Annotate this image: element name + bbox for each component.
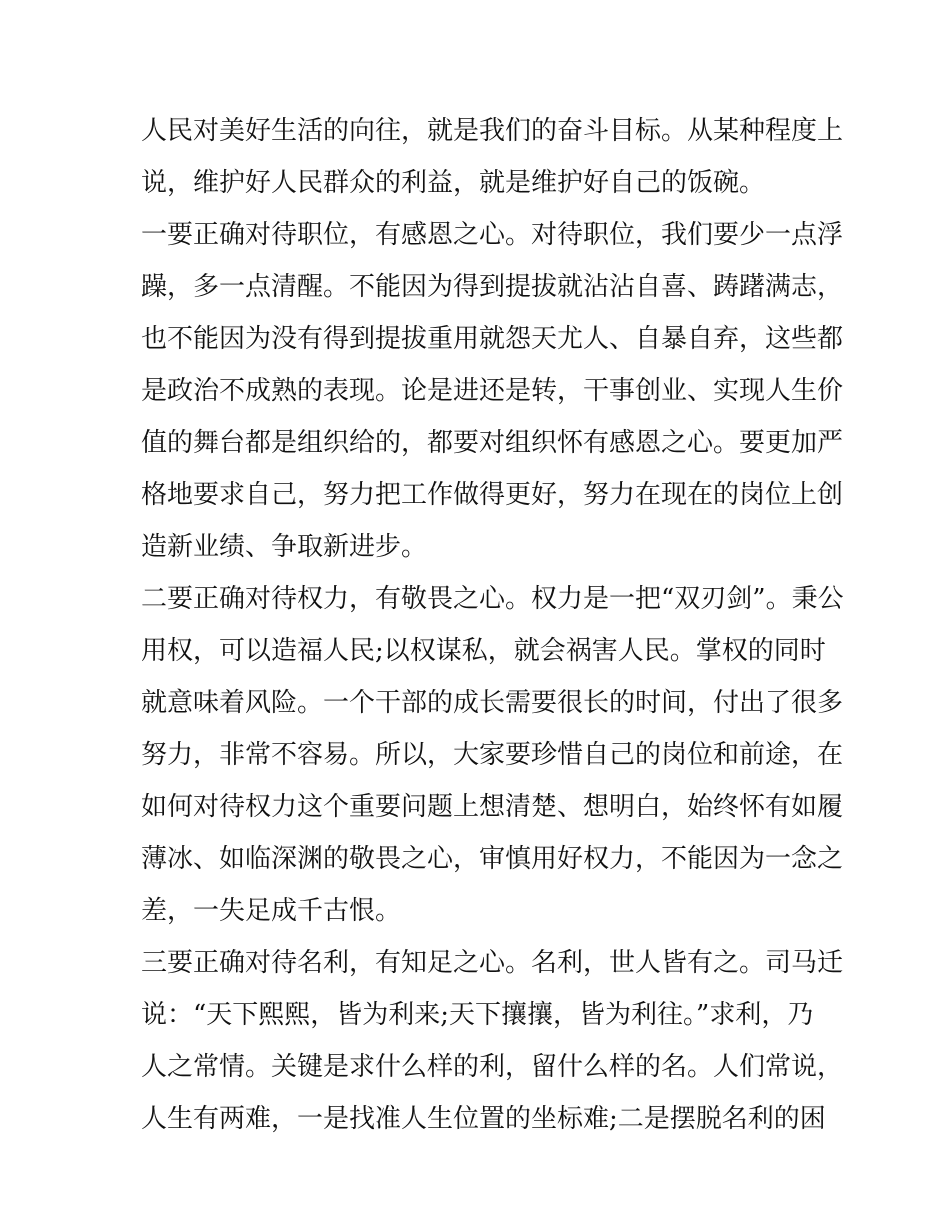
document-body xyxy=(141,105,844,1145)
text-line: 就意味着风险。一个干部的成长需要很长的时间，付出了很多 xyxy=(141,688,844,718)
text-line: 一要正确对待职位，有感恩之心。对待职位，我们要少一点浮 xyxy=(141,220,844,250)
text-line: 说，维护好人民群众的利益，就是维护好自己的饭碗。 xyxy=(141,168,766,198)
text-line: 人生有两难，一是找准人生位置的坐标难;二是摆脱名利的困 xyxy=(141,1104,826,1134)
text-line: 如何对待权力这个重要问题上想清楚、想明白，始终怀有如履 xyxy=(141,792,844,822)
text-line: 人之常情。关键是求什么样的利，留什么样的名。人们常说， xyxy=(141,1052,844,1082)
text-line: 薄冰、如临深渊的敬畏之心，审慎用好权力，不能因为一念之 xyxy=(141,844,844,874)
text-line: 格地要求自己，努力把工作做得更好，努力在现在的岗位上创 xyxy=(141,480,844,510)
text-line: 三要正确对待名利，有知足之心。名利，世人皆有之。司马迁 xyxy=(141,948,844,978)
text-line: 用权，可以造福人民;以权谋私，就会祸害人民。掌权的同时 xyxy=(141,636,826,666)
text-line: 值的舞台都是组织给的，都要对组织怀有感恩之心。要更加严 xyxy=(141,428,844,458)
text-line: 也不能因为没有得到提拔重用就怨天尤人、自暴自弃，这些都 xyxy=(141,324,844,354)
text-line: 人民对美好生活的向往，就是我们的奋斗目标。从某种程度上 xyxy=(141,116,844,146)
text-line: 躁，多一点清醒。不能因为得到提拔就沾沾自喜、踌躇满志， xyxy=(141,272,844,302)
text-line: 是政治不成熟的表现。论是进还是转，干事创业、实现人生价 xyxy=(141,376,844,406)
text-line: 说：“天下熙熙，皆为利来;天下攘攘，皆为利往。”求利，乃 xyxy=(141,1000,814,1030)
text-line: 努力，非常不容易。所以，大家要珍惜自己的岗位和前途，在 xyxy=(141,740,844,770)
text-line: 二要正确对待权力，有敬畏之心。权力是一把“双刃剑”。秉公 xyxy=(141,584,844,614)
text-line: 差，一失足成千古恨。 xyxy=(141,896,402,926)
text-line: 造新业绩、争取新进步。 xyxy=(141,532,428,562)
